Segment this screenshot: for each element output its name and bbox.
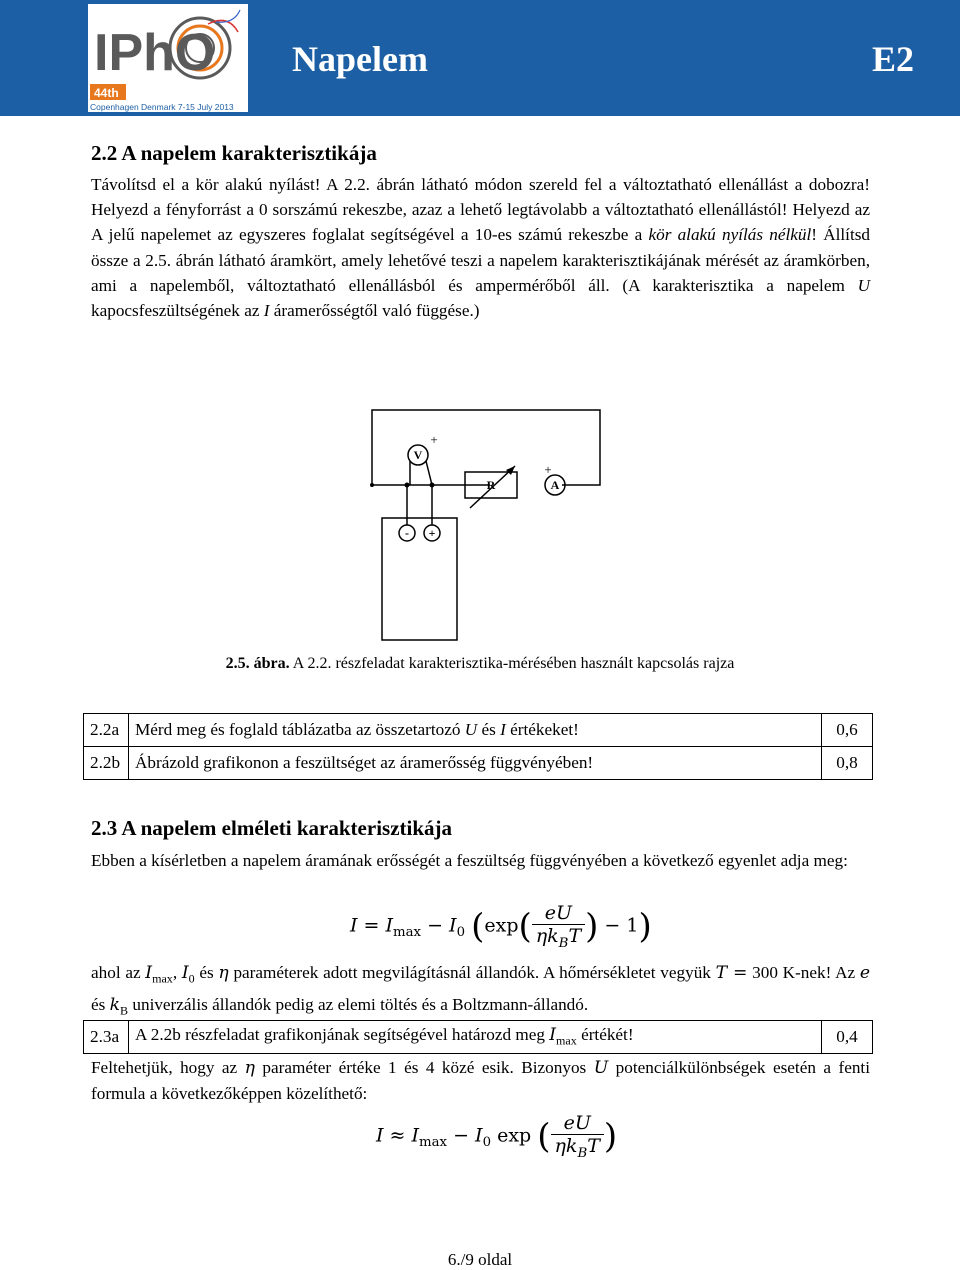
circuit-diagram [350,400,610,645]
logo-place: Copenhagen Denmark 7-15 July 2013 [90,102,234,112]
task-table-2-3 [83,1020,873,1054]
text-run: értékét! [576,1025,634,1045]
terminal-plus-label: + [428,526,436,540]
symbol-sub: 0 [188,971,195,986]
section-2-2-paragraph [91,172,870,323]
table-row [84,714,873,747]
formula-sub: B [577,1145,588,1161]
text-run: és [91,994,110,1014]
task-number: 2.3a [84,1021,129,1054]
symbol-I: I [500,720,506,739]
task-number: 2.2b [84,747,129,780]
section-heading-2-3: 2.3 A napelem elméleti karakterisztikája [91,816,453,840]
caption-text: A 2.2. részfeladat karakterisztika-mérésében használt kapcsolás rajza [289,655,735,672]
table-row [84,747,873,780]
symbol: T = [715,963,748,983]
text-run: paraméterek adott megvilágításnál állandók. A hőmérsékletet vegyük [228,963,716,982]
symbol-U: U [464,720,478,739]
symbol-I: I [263,301,270,321]
solar-panel-box [382,518,457,640]
problem-code: E2 [871,39,914,79]
symbol: I [145,963,153,983]
section-2-3-intro: Ebben a kísérletben a napelem áramának erősségét a feszültség függvényében a következő egyenlet adja meg: [91,851,848,870]
junction-dot [430,483,435,488]
page-title: Napelem [292,39,428,79]
text-run: értékeket! [505,720,579,739]
voltmeter-label: V [413,448,423,462]
text-run: univerzális állandók pedig az elemi töltés és a Boltzmann-állandó. [128,994,589,1014]
formula-text: − I [447,1124,483,1147]
formula-sub: max [393,925,422,941]
symbol-U: U [857,275,870,295]
symbol: e [859,963,871,983]
text-run: Távolítsd el a kör alakú nyílást! A 2.2. ábrán látható módon szereld fel a változtatható ellenállást a dobozra! Helyezd a fényforrást a 0 sorszámú rekeszbe, azaz a lehető legtávolabb a változtatható ellenállástól! Helyezd az A jelű napelemet az egyszeres foglalat segítségével a 10-es számú rekeszbe a [91,175,870,245]
formula-text: ηk [554,1135,578,1157]
symbol-sub: max [556,1033,577,1048]
formula-text: ηk [535,925,559,947]
text-run: kapocsfeszültségének az [91,301,264,321]
section-2-3-approximation [91,1055,870,1106]
text-run: potenciálkülönbségek esetén a fenti formula a következőképpen közelíthető: [91,1058,870,1104]
caption-label: 2.5. ábra. [225,655,290,672]
symbol: η [218,963,229,983]
task-number: 2.2a [84,714,129,747]
junction-dot [370,483,374,487]
table-row [84,1021,873,1054]
junction-dot [405,483,410,488]
text-run: ! Állítsd össze a 2.5. ábrán látható áramkört, amely lehetővé teszi a napelem karakterisztikájának mérését az áramkörben, ami a napelemből, változtatható ellenállásból és ampermérőből áll. (A karakterisztika a napelem [91,225,870,295]
formula-text: T [587,1135,600,1157]
text-run: és [194,963,219,982]
task-text [129,714,822,747]
formula-sub: 0 [456,925,466,941]
task-points: 0,4 [822,1021,873,1054]
text-run: A 2.2b részfeladat grafikonjának segítségével határozd meg [135,1025,550,1045]
text-run: ahol az [91,963,146,982]
task-points: 0,6 [822,714,873,747]
formula-exp: exp [484,914,519,937]
outer-wire [372,410,600,485]
task-points: 0,8 [822,747,873,780]
fraction-denominator [532,925,585,951]
terminal-minus-label: - [405,526,409,540]
page-number: 6./9 oldal [447,1250,513,1269]
formula-text: I = I [350,914,394,937]
symbol: I [549,1025,557,1046]
ammeter-plus-sign: + [544,462,552,477]
symbol: η [244,1058,255,1078]
section-heading-2-2: 2.2 A napelem karakterisztikája [91,141,377,165]
text-run: Feltehetjük, hogy az [91,1058,245,1077]
formula-exp: exp [491,1124,532,1147]
formula-sub: B [558,935,569,951]
figure-caption [0,655,960,673]
formula-sub: max [419,1135,448,1151]
header-banner [0,0,960,116]
fraction-denominator [551,1135,604,1161]
formula-approximate: $I \approx I_{max} - I_0$ exp ( $\frac{eU}{\eta k_BT}$ ) [376,1112,618,1161]
symbol: I [181,963,189,983]
text-run: Mérd meg és foglald táblázatba az összetartozó [135,720,465,739]
voltmeter-lead-right [426,461,432,485]
task-text [129,1021,822,1054]
symbol: U [593,1058,609,1078]
resistor-label: R [486,478,496,492]
italic-run: kör alakú nyílás nélkül [648,225,812,245]
text-run: paraméter értéke 1 és 4 közé esik. Bizonyos [254,1058,594,1077]
symbol: k [109,994,121,1015]
ipho-logo [88,4,248,112]
logo-text: IPhO [94,24,216,82]
formula-text: − 1 [598,914,639,937]
logo-edition: 44th [94,86,119,100]
task-table-2-2 [83,713,873,780]
task-text: Ábrázold grafikonon a feszültséget az áramerősség függvényében! [129,747,822,780]
fraction-numerator: eU [551,1112,604,1135]
formula-text: − I [421,914,457,937]
symbol-sub: max [152,971,173,986]
ammeter-label: A [550,478,560,492]
section-2-3-parameters: ahol az $I_{max}$, $I_0$ és η paraméterek adott megvilágításnál állandók. A hőmérsékletet vegyük T = 300 K-nek! Az e és $k_B$ univerzális állandók pedig az elemi töltés és a Boltzmann-állandó. [91,963,871,1018]
formula-fraction [551,1112,604,1161]
text-run: áramerősségtől való függése.) [269,301,480,321]
fraction-numerator: eU [532,902,585,925]
formula-text: I ≈ I [376,1124,420,1147]
formula-exact: $I = I_{max} - I_0$ (exp( $\frac{eU}{\eta k_BT}$ ) − 1) [350,902,652,951]
text-run: 300 K-nek! Az [752,963,860,982]
formula-fraction [532,902,585,951]
voltmeter-plus-sign: + [430,432,438,447]
text-run: és [477,720,501,739]
formula-sub: 0 [482,1135,492,1151]
symbol-sub: B [120,1003,129,1018]
formula-text: T [568,925,582,947]
